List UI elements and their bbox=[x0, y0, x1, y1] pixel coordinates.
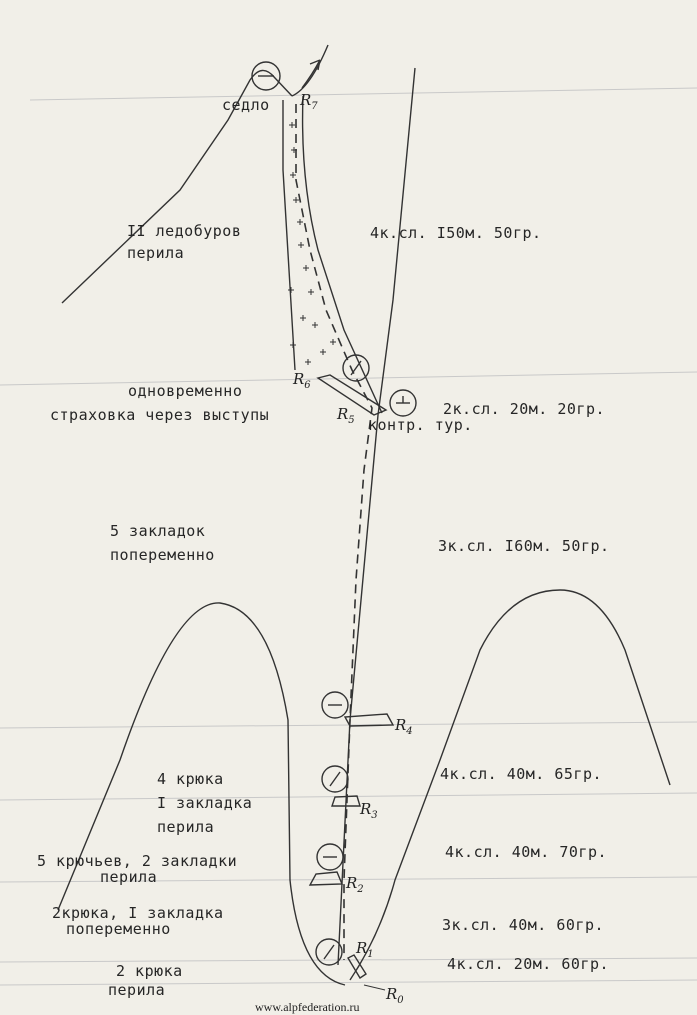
r0-pointer bbox=[364, 985, 385, 990]
ice-marks bbox=[288, 122, 336, 365]
station-r2: $R_2$ bbox=[346, 874, 364, 895]
couloir-left bbox=[283, 100, 295, 370]
label-ice-screws: II ледобуров bbox=[127, 222, 242, 240]
ridge-right bbox=[292, 45, 328, 96]
pitch-p0: 4к.сл. 20м. 60гр. bbox=[447, 955, 610, 973]
platform-r2 bbox=[310, 872, 342, 885]
label-simul-1: одновременно bbox=[128, 382, 243, 400]
label-simul-2: страховка через выступы bbox=[50, 406, 270, 424]
sign-slash-icon bbox=[322, 766, 348, 792]
pitch-p1: 3к.сл. 40м. 60гр. bbox=[442, 916, 605, 934]
label-p3-1: 4 крюка bbox=[157, 770, 224, 788]
label-p1-1: 2крюка, I закладка bbox=[52, 904, 224, 922]
sign-minus-icon bbox=[322, 692, 348, 718]
label-saddle: седло bbox=[222, 96, 270, 114]
station-r0: $R_0$ bbox=[386, 985, 404, 1006]
sign-minus-icon bbox=[317, 844, 343, 870]
rope-line bbox=[296, 104, 372, 960]
label-p1-2: попеременно bbox=[66, 920, 171, 938]
station-r6: $R_6$ bbox=[293, 370, 311, 391]
pitch-p3: 4к.сл. 40м. 65гр. bbox=[440, 765, 603, 783]
station-r7: $R_7$ bbox=[300, 91, 318, 112]
label-checkpoint: контр. тур. bbox=[368, 416, 473, 434]
route-line bbox=[338, 68, 415, 965]
sign-slash-icon bbox=[343, 355, 369, 381]
pitch-p4: 3к.сл. I60м. 50гр. bbox=[438, 537, 610, 555]
couloir-right bbox=[303, 96, 382, 413]
label-p3-2: I закладка bbox=[157, 794, 253, 812]
station-r4: $R_4$ bbox=[395, 716, 413, 737]
footer-url[interactable]: www.alpfederation.ru bbox=[255, 1000, 360, 1014]
sign-minus-icon bbox=[252, 62, 280, 90]
label-p2-1: 5 крючьев, 2 закладки bbox=[37, 852, 238, 870]
arrow-icon bbox=[302, 60, 320, 88]
pitch-p6: 4к.сл. I50м. 50гр. bbox=[370, 224, 542, 242]
station-r5: $R_5$ bbox=[337, 405, 355, 426]
pitch-p5: 2к.сл. 20м. 20гр. bbox=[443, 400, 606, 418]
label-nuts-2: попеременно bbox=[110, 546, 215, 564]
pitch-p2: 4к.сл. 40м. 70гр. bbox=[445, 843, 608, 861]
station-r3: $R_3$ bbox=[360, 800, 378, 821]
sign-minus-icon bbox=[390, 390, 416, 416]
label-p2-2: перила bbox=[100, 868, 158, 886]
label-nuts-1: 5 закладок bbox=[110, 522, 206, 540]
station-r1: $R_1$ bbox=[356, 939, 374, 960]
label-ice-screws-rope: перила bbox=[127, 244, 185, 262]
label-p3-3: перила bbox=[157, 818, 215, 836]
label-p0-2: перила bbox=[108, 981, 166, 999]
label-p0-1: 2 крюка bbox=[116, 962, 183, 980]
